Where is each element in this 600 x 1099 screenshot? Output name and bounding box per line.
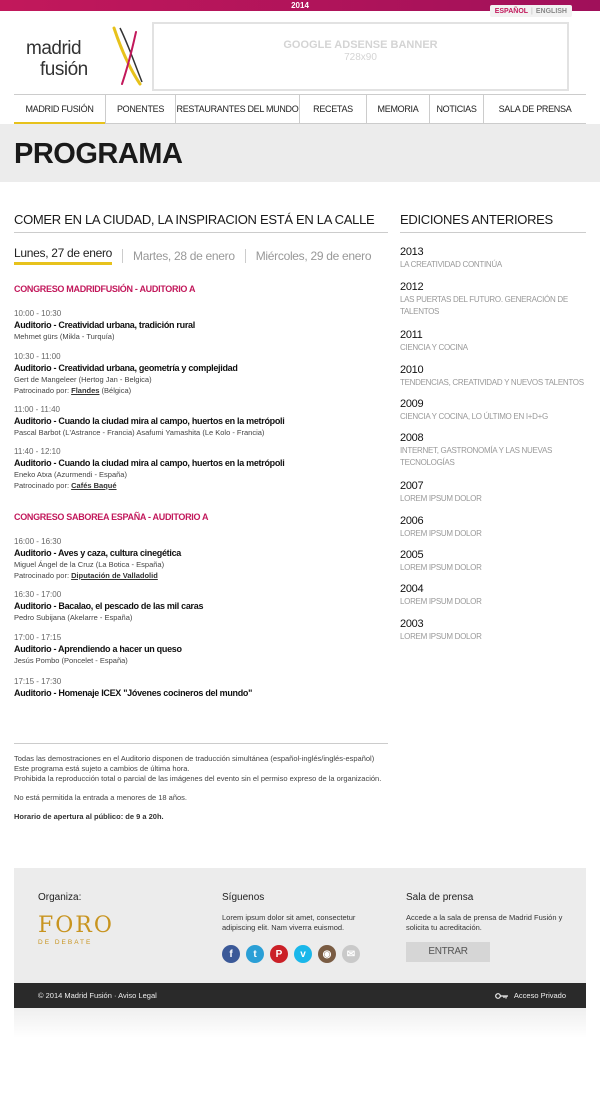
event-time: 10:30 - 11:00 [14, 352, 61, 361]
ad-banner-title: GOOGLE ADSENSE BANNER [283, 39, 438, 51]
event-speaker: Pedro Subijana (Akelarre - España) [14, 613, 133, 622]
email-icon[interactable]: ✉ [342, 945, 360, 963]
sponsor-link[interactable]: Flandes [71, 386, 100, 395]
edition-item-2012[interactable] [400, 281, 586, 318]
page-title: PROGRAMA [14, 138, 183, 170]
footer-reflection [14, 1008, 586, 1038]
key-icon [495, 992, 509, 1000]
edition-description: LOREM IPSUM DOLOR [400, 632, 482, 641]
note-reproduction: Prohibida la reproducción total o parcial de las imágenes del evento sin el permiso expreso de la organización. [14, 774, 382, 783]
foro-logo-line1: FORO [38, 913, 114, 938]
lang-en-link[interactable]: ENGLISH [535, 7, 567, 15]
edition-description: CIENCIA Y COCINA [400, 343, 468, 352]
nav-item-memoria[interactable]: MEMORIA [367, 95, 430, 123]
vimeo-icon[interactable]: v [294, 945, 312, 963]
event-time: 10:00 - 10:30 [14, 309, 62, 318]
note-changes: Este programa está sujeto a cambios de última hora. [14, 764, 190, 773]
nav-item-noticias[interactable]: NOTICIAS [430, 95, 484, 123]
edition-year: 2010 [400, 364, 424, 376]
sponsor-link[interactable]: Diputación de Valladolid [71, 571, 158, 580]
siguenos-text: Lorem ipsum dolor sit amet, consectetur adipiscing elit. Nam viverra euismod. [222, 913, 356, 932]
tab-day-3[interactable]: Miércoles, 29 de enero [255, 248, 372, 263]
event-name[interactable]: Auditorio - Homenaje ICEX "Jóvenes cocineros del mundo" [14, 688, 253, 698]
edition-item-2013[interactable] [400, 246, 586, 271]
event-item [14, 633, 388, 666]
copyright-text[interactable]: © 2014 Madrid Fusión · Aviso Legal [38, 991, 157, 1000]
event-speaker: Eneko Atxa (Azurmendi - España) [14, 470, 127, 479]
edition-year: 2013 [400, 246, 424, 258]
event-speaker: Pascal Barbot (L'Astrance - Francia) Asafumi Yamashita (Le Kolo - Francia) [14, 428, 265, 437]
bottom-bar [14, 983, 586, 1008]
edition-description: CIENCIA Y COCINA, LO ÚLTIMO EN I+D+G [400, 412, 548, 421]
language-switcher [490, 5, 572, 17]
event-name[interactable]: Auditorio - Aves y caza, cultura cinegética [14, 548, 181, 558]
event-name[interactable]: Auditorio - Bacalao, el pescado de las mil caras [14, 601, 204, 611]
edition-year: 2012 [400, 281, 424, 293]
organiza-heading: Organiza: [38, 892, 82, 903]
cutlery-icon [106, 26, 156, 86]
nav-item-sala-de-prensa[interactable]: SALA DE PRENSA [498, 104, 572, 114]
event-name[interactable]: Auditorio - Creatividad urbana, geometría y complejidad [14, 363, 238, 373]
edition-item-2011[interactable] [400, 329, 586, 354]
footer-prensa [406, 868, 566, 962]
sponsor-prefix: Patrocinado por: [14, 386, 72, 395]
event-item [14, 677, 388, 699]
nav-item-ponentes[interactable]: PONENTES [106, 95, 176, 123]
edition-year: 2003 [400, 618, 424, 630]
editions-title: EDICIONES ANTERIORES [400, 212, 586, 233]
page-title-band [0, 124, 600, 182]
event-speaker: Gert de Mangeleer (Hertog Jan - Belgica) [14, 375, 152, 384]
event-name[interactable]: Auditorio - Cuando la ciudad mira al campo, huertos en la metrópoli [14, 458, 285, 468]
note-age: No está permitida la entrada a menores de 18 años. [14, 793, 188, 802]
twitter-icon[interactable]: t [246, 945, 264, 963]
edition-item-2006[interactable] [400, 515, 586, 540]
event-speaker: Mehmet gürs (Mikla - Turquía) [14, 332, 115, 341]
facebook-icon[interactable]: f [222, 945, 240, 963]
event-item [14, 590, 388, 623]
foro-de-debate-logo[interactable] [38, 914, 114, 946]
event-time: 11:00 - 11:40 [14, 405, 60, 414]
event-item [14, 405, 388, 438]
program-notes [14, 743, 388, 822]
event-name[interactable]: Auditorio - Aprendiendo a hacer un queso [14, 644, 182, 654]
edition-year: 2005 [400, 549, 424, 561]
sponsor-prefix: Patrocinado por: [14, 481, 72, 490]
tab-day-2[interactable]: Martes, 28 de enero [133, 248, 235, 263]
edition-item-2004[interactable] [400, 583, 586, 608]
edition-item-2005[interactable] [400, 549, 586, 574]
edition-item-2008[interactable] [400, 432, 586, 469]
footer-siguenos [222, 868, 382, 963]
event-name[interactable]: Auditorio - Cuando la ciudad mira al campo, huertos en la metrópoli [14, 416, 285, 426]
edition-description: INTERNET, GASTRONOMÍA Y LAS NUEVAS TECNOLOGÍAS [400, 446, 553, 467]
event-time: 17:15 - 17:30 [14, 677, 62, 686]
sponsor-suffix: (Bélgica) [99, 386, 132, 395]
event-item [14, 537, 388, 581]
ad-banner[interactable] [152, 22, 569, 91]
day-tabs [14, 246, 371, 265]
event-time: 16:00 - 16:30 [14, 537, 62, 546]
event-sponsor [14, 480, 388, 491]
event-item [14, 309, 388, 342]
section-title-madridfusion: CONGRESO MADRIDFUSIÓN - AUDITORIO A [14, 284, 196, 294]
pinterest-icon[interactable]: P [270, 945, 288, 963]
edition-description: LOREM IPSUM DOLOR [400, 494, 482, 503]
section-title-saborea: CONGRESO SABOREA ESPAÑA - AUDITORIO A [14, 512, 209, 522]
event-time: 17:00 - 17:15 [14, 633, 62, 642]
siguenos-heading: Síguenos [222, 892, 265, 903]
footer [14, 868, 586, 983]
private-access-link[interactable] [495, 991, 566, 1000]
event-sponsor [14, 385, 388, 396]
edition-description: LA CREATIVIDAD CONTINÚA [400, 260, 502, 269]
edition-description: LOREM IPSUM DOLOR [400, 563, 482, 572]
event-speaker: Miguel Ángel de la Cruz (La Botica - España) [14, 560, 165, 569]
footer-organiza [38, 868, 81, 903]
foro-logo-line2: DE DEBATE [38, 939, 93, 946]
social-links [222, 945, 382, 963]
prensa-text: Accede a la sala de prensa de Madrid Fusión y solicita tu acreditación. [406, 913, 563, 932]
lang-separator: | [531, 7, 533, 15]
tab-separator [245, 249, 246, 263]
tab-separator [122, 249, 123, 263]
event-time: 16:30 - 17:00 [14, 590, 62, 599]
nav-item-recetas[interactable]: RECETAS [300, 95, 367, 123]
edition-year: 2011 [400, 329, 423, 341]
sponsor-link[interactable]: Cafés Baqué [71, 481, 117, 490]
edition-year: 2014 [291, 1, 309, 10]
nav-item-restaurantes-del-mundo[interactable]: RESTAURANTES DEL MUNDO [176, 95, 300, 123]
logo-line-2: fusión [40, 59, 88, 80]
edition-description: LOREM IPSUM DOLOR [400, 597, 482, 606]
sponsor-prefix: Patrocinado por: [14, 571, 72, 580]
entrar-button[interactable]: ENTRAR [406, 942, 490, 962]
instagram-icon[interactable]: ◉ [318, 945, 336, 963]
edition-item-2009[interactable] [400, 398, 586, 423]
edition-description: LOREM IPSUM DOLOR [400, 529, 482, 538]
event-item [14, 352, 388, 396]
event-name[interactable]: Auditorio - Creatividad urbana, tradición rural [14, 320, 195, 330]
madrid-fusion-logo[interactable] [26, 26, 136, 86]
note-translation: Todas las demostraciones en el Auditorio disponen de traducción simultánea (español-inglés/inglés-español) [14, 754, 375, 763]
main-nav [14, 94, 586, 124]
note-hours: Horario de apertura al público: de 9 a 20h. [14, 812, 164, 821]
tab-day-1[interactable]: Lunes, 27 de enero [14, 246, 112, 265]
event-item [14, 447, 388, 491]
edition-year: 2009 [400, 398, 424, 410]
edition-description: LAS PUERTAS DEL FUTURO. GENERACIÓN DE TALENTOS [400, 295, 568, 316]
event-sponsor [14, 570, 388, 581]
edition-year: 2008 [400, 432, 424, 444]
edition-year: 2006 [400, 515, 424, 527]
program-title: COMER EN LA CIUDAD, LA INSPIRACION ESTÁ EN LA CALLE [14, 212, 388, 233]
prensa-heading: Sala de prensa [406, 892, 474, 903]
edition-item-2010[interactable] [400, 364, 586, 389]
edition-year: 2007 [400, 480, 424, 492]
logo-line-1: madrid [26, 38, 82, 59]
edition-year: 2004 [400, 583, 424, 595]
event-speaker: Jesús Pombo (Poncelet - España) [14, 656, 128, 665]
lang-es-link[interactable]: ESPAÑOL [494, 7, 529, 15]
edition-description: TENDENCIAS, CREATIVIDAD Y NUEVOS TALENTOS [400, 378, 584, 387]
edition-item-2007[interactable] [400, 480, 586, 505]
nav-item-madrid-fusión[interactable]: MADRID FUSIÓN [14, 95, 106, 123]
private-access-label: Acceso Privado [513, 991, 566, 1000]
edition-item-2003[interactable] [400, 618, 586, 643]
event-time: 11:40 - 12:10 [14, 447, 61, 456]
ad-banner-size: 728x90 [344, 52, 377, 63]
